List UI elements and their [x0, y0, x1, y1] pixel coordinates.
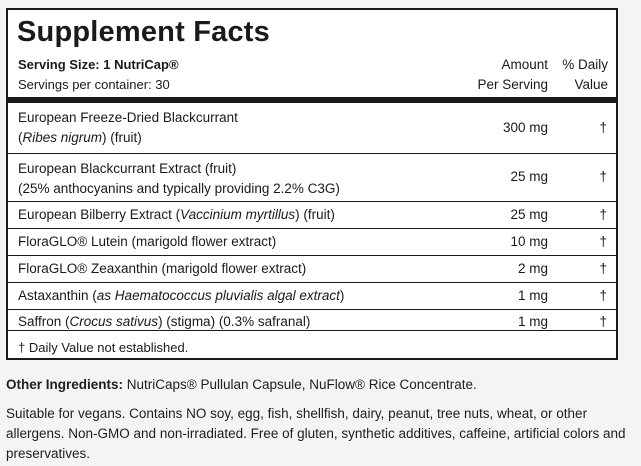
latin-name: Ribes nigrum: [22, 130, 103, 145]
amount-value: 1 mg: [517, 288, 548, 303]
servings-per-container: Servings per container: 30: [18, 77, 170, 92]
serving-info: [18, 55, 179, 95]
amount-value: 1 mg: [517, 314, 548, 329]
table-row: [8, 103, 616, 154]
dagger-mark: †: [599, 288, 607, 303]
dagger-mark: †: [599, 169, 607, 184]
amount-value: 25 mg: [510, 169, 548, 184]
latin-name: Crocus sativus: [69, 314, 159, 329]
text-part: ): [339, 288, 345, 303]
latin-name: Vaccinium myrtillus: [180, 207, 296, 222]
ingredient-name: [18, 286, 344, 306]
ingredient-name-line2: [18, 128, 238, 148]
text-part: (: [18, 130, 23, 145]
latin-name: as Haematococcus pluvialis algal extract: [96, 288, 340, 303]
ingredient-name: [18, 108, 238, 148]
dagger-mark: †: [599, 207, 607, 222]
nutrient-table: [8, 103, 616, 330]
dagger-mark: †: [599, 234, 607, 249]
amount-header-line2: Per Serving: [477, 77, 548, 92]
other-ingredients-text: NutriCaps® Pullulan Capsule, NuFlow® Rice Concentrate.: [123, 377, 477, 392]
footnote: † Daily Value not established.: [18, 340, 189, 355]
table-row: [8, 256, 616, 283]
amount-value: 300 mg: [502, 120, 548, 135]
suitability-statement: Suitable for vegans. Contains NO soy, egg, fish, shellfish, dairy, peanut, tree nuts, wheat, or other allergens. Non-GMO and non-irradiated. Free of gluten, synthetic additives, caffeine, artificial colors and preservatives.: [6, 406, 626, 461]
text-part: Saffron (: [18, 314, 70, 329]
text-part: Astaxanthin (: [18, 288, 97, 303]
amount-header-line1: Amount: [501, 57, 548, 72]
ingredient-name: [18, 205, 335, 225]
dagger-mark: †: [599, 314, 607, 329]
ingredient-name-line1: European Freeze-Dried Blackcurrant: [18, 110, 238, 125]
ingredient-name: FloraGLO® Lutein (marigold flower extract): [18, 234, 277, 249]
other-ingredients: [6, 375, 618, 395]
ingredient-name: FloraGLO® Zeaxanthin (marigold flower extract): [18, 261, 307, 276]
daily-value-header-line1: % Daily: [562, 57, 608, 72]
text-part: ) (fruit): [102, 130, 142, 145]
ingredient-name-line1: European Blackcurrant Extract (fruit): [18, 161, 237, 176]
footnote-divider: [8, 330, 616, 331]
ingredient-name-line2: (25% anthocyanins and typically providing 2.2% C3G): [18, 181, 340, 196]
ingredient-name: [18, 312, 310, 332]
text-part: ) (stigma) (0.3% safranal): [158, 314, 311, 329]
text-part: European Bilberry Extract (: [18, 207, 181, 222]
panel-title: Supplement Facts: [17, 16, 270, 48]
amount-value: 10 mg: [510, 234, 548, 249]
supplement-facts-panel: [6, 8, 618, 360]
amount-header: [477, 55, 548, 95]
ingredient-name: [18, 159, 340, 199]
amount-value: 2 mg: [517, 261, 548, 276]
dagger-mark: †: [599, 261, 607, 276]
dagger-mark: †: [599, 120, 607, 135]
other-ingredients-label: Other Ingredients:: [6, 377, 124, 392]
table-row: [8, 202, 616, 229]
text-part: ) (fruit): [295, 207, 335, 222]
table-row: [8, 283, 616, 310]
table-row: [8, 310, 616, 330]
amount-value: 25 mg: [510, 207, 548, 222]
table-row: [8, 229, 616, 256]
daily-value-header-line2: Value: [574, 77, 608, 92]
daily-value-header: [562, 55, 608, 95]
serving-size: Serving Size: 1 NutriCap®: [18, 57, 179, 72]
table-row: [8, 154, 616, 202]
